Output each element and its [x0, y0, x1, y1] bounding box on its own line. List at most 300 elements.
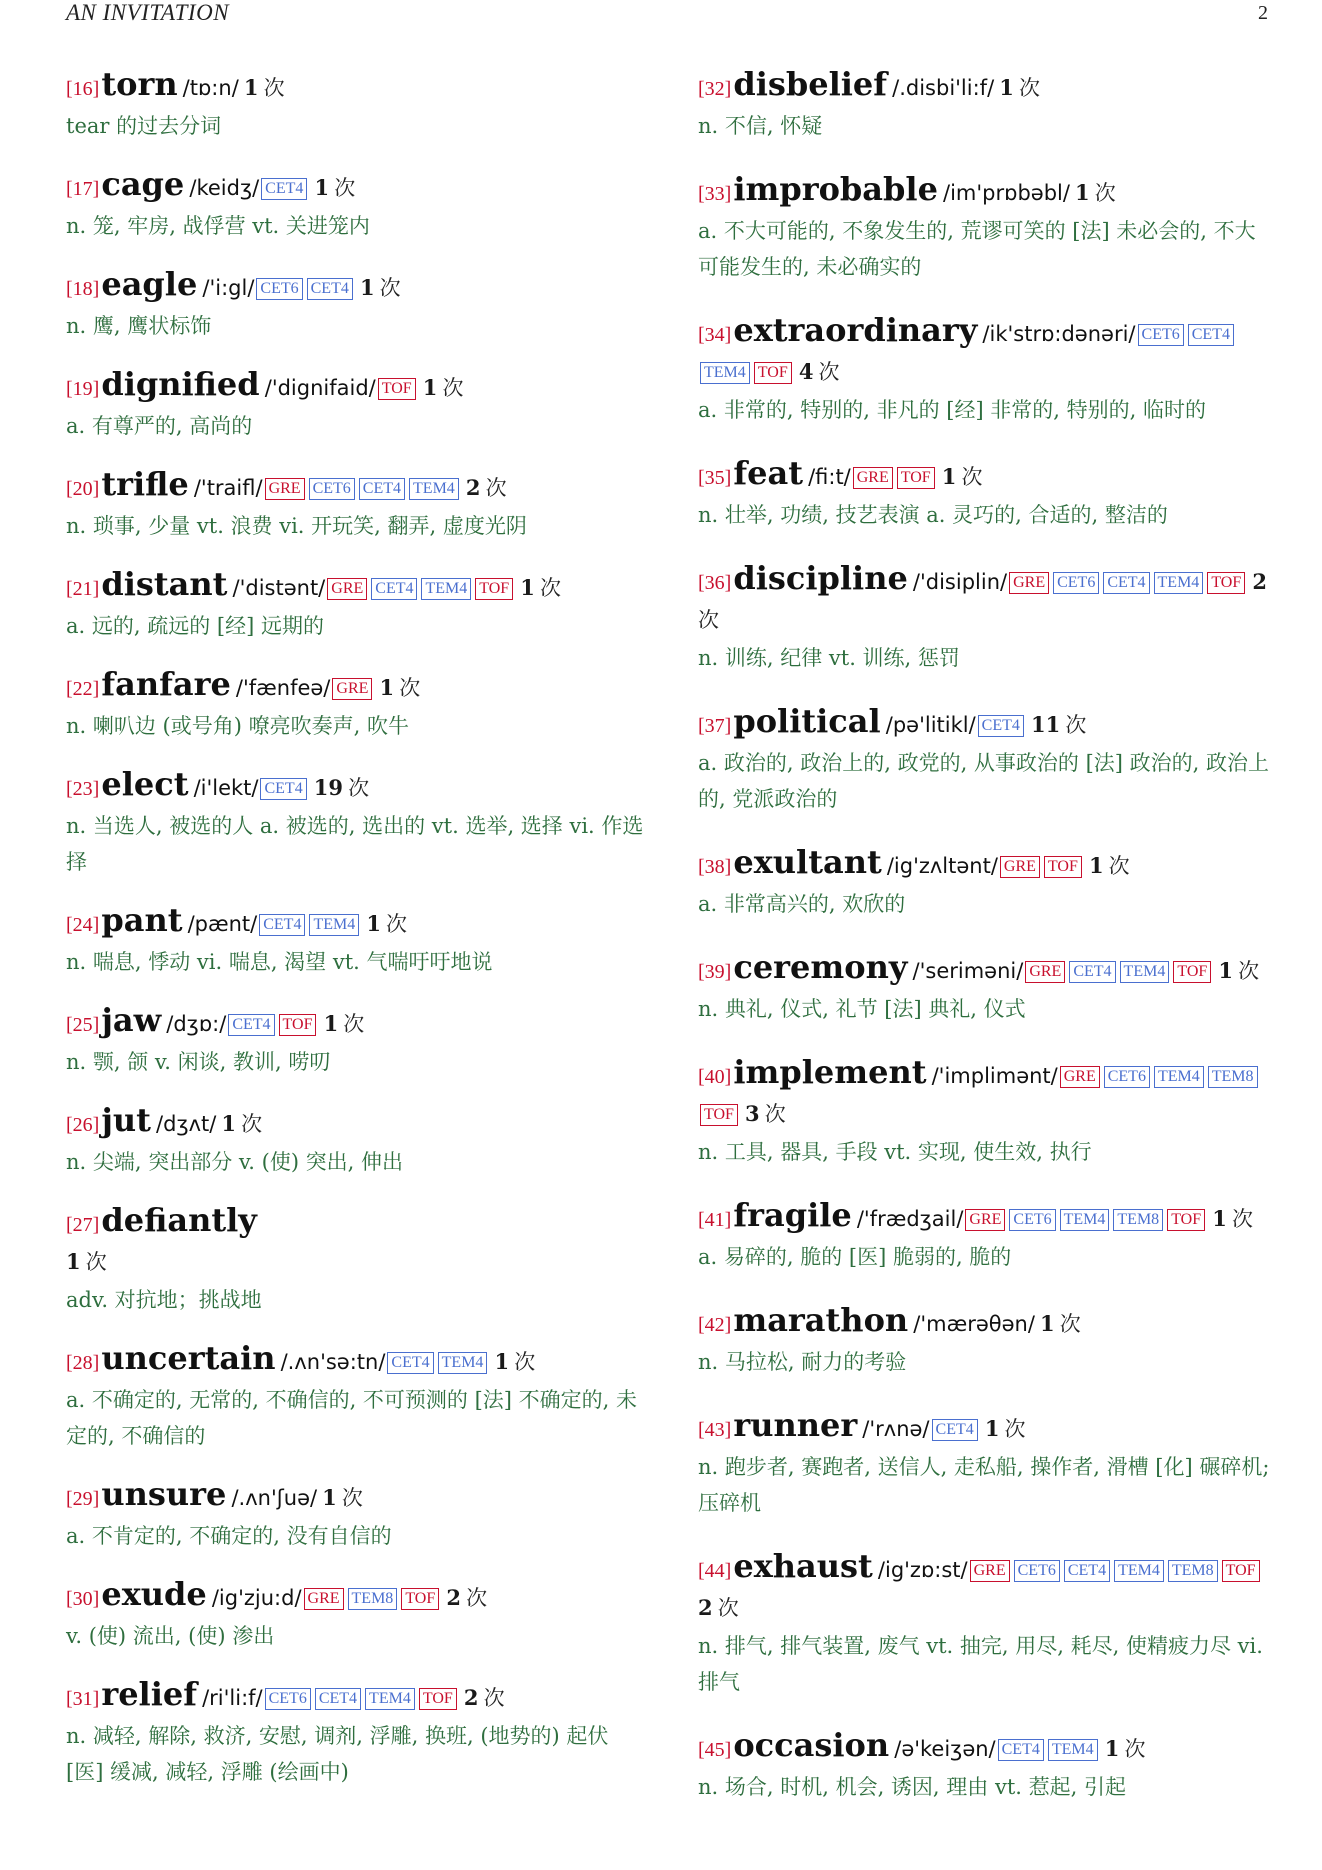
definition: n. 鹰, 鹰状标饰: [66, 314, 212, 338]
entry-number: [22]: [66, 678, 100, 700]
vocab-entry: [66, 66, 646, 144]
frequency: [994, 75, 1040, 100]
entry-headline: [698, 1197, 1272, 1239]
headword: political: [733, 702, 881, 740]
exam-tag: CET4: [228, 1014, 274, 1036]
frequency: [459, 1685, 505, 1710]
vocab-entry: [698, 1727, 1272, 1805]
phonetic: /im'prɒbəbl/: [943, 181, 1070, 205]
exam-tag: CET6: [1104, 1066, 1150, 1088]
entry-number: [17]: [66, 178, 100, 200]
entry-number: [40]: [698, 1066, 732, 1088]
frequency-count: 1: [323, 1011, 339, 1036]
vocab-entry: [698, 66, 1272, 144]
frequency: [980, 1416, 1026, 1441]
frequency-unit: 次: [514, 1350, 536, 1374]
frequency-unit: 次: [1231, 1207, 1253, 1231]
entry-headline: [698, 1548, 1272, 1628]
frequency: [1084, 853, 1130, 878]
phonetic: /'mærəθən/: [913, 1312, 1035, 1336]
definition: a. 易碎的, 脆的 [医] 脆弱的, 脆的: [698, 1245, 1012, 1269]
frequency-count: 1: [359, 275, 375, 300]
headword: occasion: [733, 1726, 890, 1764]
entry-headline: [698, 560, 1272, 640]
entry-headline: [66, 1676, 646, 1718]
exam-tag: CET4: [307, 278, 353, 300]
frequency-count: 1: [1104, 1736, 1120, 1761]
vocab-entry: [698, 455, 1272, 533]
exam-tag: CET4: [387, 1352, 433, 1374]
entry-number: [25]: [66, 1014, 100, 1036]
entry-headline: [66, 66, 646, 108]
definition: n. 训练, 纪律 vt. 训练, 惩罚: [698, 646, 960, 670]
exam-tag: TEM4: [409, 478, 459, 500]
definition: n. 场合, 时机, 机会, 诱因, 理由 vt. 惹起, 引起: [698, 1775, 1126, 1799]
frequency: [66, 1244, 646, 1282]
frequency: [317, 1485, 363, 1510]
definition: n. 当选人, 被选的人 a. 被选的, 选出的 vt. 选举, 选择 vi. 作选择: [66, 814, 644, 874]
frequency-unit: 次: [1018, 76, 1040, 100]
frequency-unit: 次: [341, 1486, 363, 1510]
definition: n. 尖端, 突出部分 v. (使) 突出, 伸出: [66, 1150, 404, 1174]
phonetic: /ig'zʌltənt/: [886, 854, 998, 878]
headword: implement: [733, 1053, 927, 1091]
frequency-unit: 次: [1124, 1737, 1146, 1761]
exam-tag: TOF: [897, 467, 935, 489]
exam-tag: TOF: [1222, 1560, 1260, 1582]
frequency-unit: 次: [1065, 713, 1087, 737]
exam-tag: CET4: [261, 178, 307, 200]
right-column: [698, 66, 1272, 1805]
entry-headline: [66, 566, 646, 608]
vocab-entry: [698, 312, 1272, 428]
entry-headline: [66, 1340, 646, 1382]
exam-tag: TOF: [754, 362, 792, 384]
definition: n. 喘息, 悸动 vi. 喘息, 渴望 vt. 气喘吁吁地说: [66, 950, 493, 974]
entry-headline: [66, 266, 646, 308]
exam-tag: GRE: [965, 1209, 1005, 1231]
vocab-entry: [66, 566, 646, 644]
vocab-entry: [66, 466, 646, 544]
frequency-unit: 次: [348, 776, 370, 800]
frequency: [489, 1349, 536, 1374]
exam-tag: TOF: [1044, 856, 1082, 878]
frequency: [1070, 180, 1116, 205]
headword: eagle: [101, 265, 198, 303]
frequency-count: 1: [243, 75, 259, 100]
exam-tag: TOF: [1167, 1209, 1205, 1231]
frequency: [794, 359, 840, 384]
entry-number: [36]: [698, 572, 732, 594]
definition: adv. 对抗地；挑战地: [66, 1288, 262, 1312]
frequency-count: 1: [1040, 1311, 1055, 1336]
exam-tag: TEM4: [1114, 1560, 1164, 1582]
definition: n. 跑步者, 赛跑者, 送信人, 走私船, 操作者, 滑槽 [化] 碾碎机; 压碎机: [698, 1455, 1270, 1515]
exam-tag: TOF: [700, 1104, 738, 1126]
headword: unsure: [101, 1475, 227, 1513]
frequency-unit: 次: [241, 1112, 263, 1136]
exam-tag: CET4: [315, 1688, 361, 1710]
definition: a. 不肯定的, 不确定的, 没有自信的: [66, 1524, 392, 1548]
exam-tag: TOF: [1173, 961, 1211, 983]
entry-headline: [66, 1576, 646, 1618]
frequency-unit: 次: [485, 476, 507, 500]
phonetic: /ig'zɒ:st/: [877, 1558, 968, 1582]
headword: uncertain: [101, 1339, 276, 1377]
entry-number: [38]: [698, 856, 732, 878]
phonetic: /ik'strɒ:dənəri/: [982, 322, 1136, 346]
frequency: [309, 775, 370, 800]
vocab-entry: [66, 166, 646, 244]
headword: defiantly: [101, 1201, 257, 1239]
exam-tag: TEM4: [309, 914, 359, 936]
exam-tag: TEM8: [348, 1588, 398, 1610]
exam-tag: TEM8: [1168, 1560, 1218, 1582]
entry-number: [26]: [66, 1114, 100, 1136]
definition: n. 壮举, 功绩, 技艺表演 a. 灵巧的, 合适的, 整洁的: [698, 503, 1168, 527]
entry-number: [28]: [66, 1352, 100, 1374]
phonetic: /'disiplin/: [912, 570, 1008, 594]
entry-number: [33]: [698, 183, 732, 205]
frequency-count: 2: [446, 1585, 461, 1610]
entry-number: [21]: [66, 578, 100, 600]
entry-headline: [698, 1302, 1272, 1344]
entry-headline: [698, 949, 1272, 991]
frequency: [1213, 958, 1260, 983]
frequency: [1207, 1206, 1253, 1231]
exam-tag: TOF: [419, 1688, 457, 1710]
vocab-entry: [66, 1202, 646, 1318]
frequency-unit: 次: [1094, 181, 1116, 205]
phonetic: /'distənt/: [232, 576, 326, 600]
exam-tag: CET4: [359, 478, 405, 500]
exam-tag: CET4: [260, 778, 306, 800]
headword: elect: [101, 765, 189, 803]
frequency: [515, 575, 562, 600]
frequency-count: 1: [66, 1249, 81, 1274]
vocab-entry: [66, 766, 646, 880]
frequency-unit: 次: [483, 1686, 505, 1710]
phonetic: /i'lekt/: [193, 776, 259, 800]
exam-tag: TEM8: [1113, 1209, 1163, 1231]
exam-tag: TEM8: [1208, 1066, 1258, 1088]
definition: n. 琐事, 少量 vt. 浪费 vi. 开玩笑, 翻弄, 虚度光阴: [66, 514, 527, 538]
frequency-unit: 次: [961, 465, 983, 489]
headword: ceremony: [733, 948, 908, 986]
vocab-entry: [698, 1407, 1272, 1521]
frequency: [374, 675, 421, 700]
definition: a. 政治的, 政治上的, 政党的, 从事政治的 [法] 政治的, 政治上的, 党派政治的: [698, 751, 1270, 811]
entry-headline: [698, 844, 1272, 886]
frequency-unit: 次: [717, 1596, 739, 1620]
exam-tag: GRE: [1000, 856, 1040, 878]
phonetic: /fi:t/: [808, 465, 851, 489]
entry-number: [20]: [66, 478, 100, 500]
vocab-entry: [698, 1054, 1272, 1170]
exam-tag: CET6: [256, 278, 302, 300]
entry-number: [42]: [698, 1314, 732, 1336]
frequency-count: 1: [1075, 180, 1090, 205]
entry-number: [27]: [66, 1214, 100, 1236]
headword: distant: [101, 565, 228, 603]
exam-tag: CET6: [1138, 324, 1184, 346]
frequency: [937, 464, 983, 489]
headword: dignified: [101, 365, 260, 403]
headword: discipline: [733, 559, 908, 597]
page-number: 2: [1258, 2, 1268, 24]
vocab-entry: [66, 1102, 646, 1180]
frequency-count: 1: [322, 1485, 337, 1510]
phonetic: /'i:gl/: [202, 276, 255, 300]
phonetic: /'implimənt/: [931, 1064, 1058, 1088]
frequency-unit: 次: [442, 376, 464, 400]
exam-tag: CET6: [1009, 1209, 1055, 1231]
vocab-entry: [698, 703, 1272, 817]
exam-tag: GRE: [265, 478, 305, 500]
frequency-count: 11: [1030, 712, 1061, 737]
headword: exhaust: [733, 1547, 873, 1585]
frequency-count: 1: [984, 1416, 1000, 1441]
entry-headline: [66, 366, 646, 408]
definition: a. 非常高兴的, 欢欣的: [698, 892, 906, 916]
frequency: [216, 1111, 263, 1136]
frequency-unit: 次: [263, 76, 285, 100]
frequency: [239, 75, 285, 100]
frequency-count: 1: [520, 575, 535, 600]
left-column: [66, 66, 646, 1790]
frequency-count: 1: [379, 675, 395, 700]
definition: n. 颚, 颌 v. 闲谈, 教训, 唠叨: [66, 1050, 331, 1074]
entry-number: [35]: [698, 467, 732, 489]
phonetic: /keidʒ/: [189, 176, 260, 200]
exam-tag: CET6: [309, 478, 355, 500]
phonetic: /'fænfeə/: [235, 676, 331, 700]
frequency: [740, 1101, 786, 1126]
frequency: [309, 175, 356, 200]
definition: n. 笼, 牢房, 战俘营 vt. 关进笼内: [66, 214, 370, 238]
entry-number: [39]: [698, 961, 732, 983]
phonetic: /'dignifaid/: [264, 376, 376, 400]
entry-headline: [698, 1727, 1272, 1769]
exam-tag: TOF: [475, 578, 513, 600]
frequency-unit: 次: [343, 1012, 365, 1036]
entry-headline: [698, 171, 1272, 213]
frequency-count: 1: [422, 375, 438, 400]
phonetic: /dʒɒ:/: [166, 1012, 227, 1036]
headword: exude: [101, 1575, 207, 1613]
exam-tag: CET4: [932, 1419, 978, 1441]
frequency-count: 1: [1088, 853, 1104, 878]
frequency: [461, 475, 507, 500]
entry-headline: [698, 455, 1272, 497]
vocab-entry: [698, 949, 1272, 1027]
exam-tag: GRE: [304, 1588, 344, 1610]
phonetic: /'rʌnə/: [862, 1417, 930, 1441]
exam-tag: TEM4: [700, 362, 750, 384]
entry-headline: [66, 1476, 646, 1518]
phonetic: /'traifl/: [193, 476, 263, 500]
vocab-entry: [66, 666, 646, 744]
definition: n. 马拉松, 耐力的考验: [698, 1350, 907, 1374]
headword: relief: [101, 1675, 197, 1713]
vocab-entry: [66, 1576, 646, 1654]
exam-tag: TOF: [378, 378, 416, 400]
phonetic: /ig'zju:d/: [211, 1586, 302, 1610]
headword: jut: [101, 1101, 151, 1139]
headword: runner: [733, 1406, 858, 1444]
exam-tag: TOF: [1207, 572, 1245, 594]
phonetic: /pænt/: [187, 912, 258, 936]
exam-tag: CET6: [1014, 1560, 1060, 1582]
frequency-count: 3: [745, 1101, 760, 1126]
frequency-unit: 次: [85, 1250, 107, 1274]
entry-headline: [66, 902, 646, 944]
headword: fragile: [733, 1196, 852, 1234]
entry-headline: [66, 1102, 646, 1144]
frequency-unit: 次: [698, 608, 719, 632]
exam-tag: GRE: [970, 1560, 1010, 1582]
headword: marathon: [733, 1301, 909, 1339]
definition: v. (使) 流出, (使) 渗出: [66, 1624, 275, 1648]
frequency-count: 1: [1218, 958, 1233, 983]
exam-tag: TEM4: [438, 1352, 488, 1374]
frequency-unit: 次: [334, 176, 356, 200]
headword: trifle: [101, 465, 189, 503]
frequency-count: 1: [366, 911, 381, 936]
phonetic: /'frædʒail/: [856, 1207, 964, 1231]
frequency: [1100, 1736, 1146, 1761]
definition: n. 喇叭边 (或号角) 嘹亮吹奏声, 吹牛: [66, 714, 409, 738]
vocab-entry: [698, 1548, 1272, 1700]
entry-headline: [698, 66, 1272, 108]
running-header: AN INVITATION: [66, 0, 230, 25]
entry-headline: [66, 666, 646, 708]
definition: a. 非常的, 特别的, 非凡的 [经] 非常的, 特别的, 临时的: [698, 398, 1207, 422]
exam-tag: TEM4: [1060, 1209, 1110, 1231]
exam-tag: GRE: [1025, 961, 1065, 983]
entry-headline: [66, 766, 646, 808]
entry-headline: [66, 1002, 646, 1044]
frequency-unit: 次: [1059, 1312, 1081, 1336]
frequency-unit: 次: [818, 360, 840, 384]
headword: feat: [733, 454, 803, 492]
entry-number: [16]: [66, 78, 100, 100]
frequency: [318, 1011, 365, 1036]
definition: n. 工具, 器具, 手段 vt. 实现, 使生效, 执行: [698, 1140, 1092, 1164]
entry-headline: [66, 466, 646, 508]
headword: pant: [101, 901, 183, 939]
entry-number: [31]: [66, 1688, 100, 1710]
exam-tag: CET4: [1103, 572, 1149, 594]
frequency-unit: 次: [399, 676, 421, 700]
frequency: [355, 275, 401, 300]
exam-tag: TEM4: [1048, 1739, 1098, 1761]
exam-tag: CET4: [371, 578, 417, 600]
frequency-count: 4: [798, 359, 814, 384]
entry-number: [41]: [698, 1209, 732, 1231]
phonetic: /'seriməni/: [912, 959, 1024, 983]
entry-number: [34]: [698, 324, 732, 346]
frequency: [441, 1585, 488, 1610]
vocab-entry: [66, 1476, 646, 1554]
frequency-count: 19: [313, 775, 344, 800]
entry-number: [30]: [66, 1588, 100, 1610]
headword: improbable: [733, 170, 938, 208]
exam-tag: GRE: [1009, 572, 1049, 594]
exam-tag: CET6: [1053, 572, 1099, 594]
vocab-entry: [698, 844, 1272, 922]
vocab-entry: [698, 1302, 1272, 1380]
frequency-unit: 次: [379, 276, 401, 300]
entry-headline: [698, 1054, 1272, 1134]
frequency-count: 1: [314, 175, 330, 200]
definition: n. 不信, 怀疑: [698, 114, 823, 138]
definition: n. 排气, 排气装置, 废气 vt. 抽完, 用尽, 耗尽, 使精疲力尽 vi. 排气: [698, 1634, 1263, 1694]
frequency-count: 1: [221, 1111, 237, 1136]
entry-number: [18]: [66, 278, 100, 300]
exam-tag: GRE: [853, 467, 893, 489]
exam-tag: TEM4: [1154, 572, 1204, 594]
entry-headline: [698, 312, 1272, 392]
frequency-unit: 次: [1238, 959, 1260, 983]
phonetic: /ri'li:f/: [202, 1686, 263, 1710]
frequency-unit: 次: [1108, 854, 1130, 878]
frequency-count: 2: [698, 1595, 713, 1620]
frequency-unit: 次: [466, 1586, 488, 1610]
vocab-entry: [66, 1002, 646, 1080]
frequency-count: 1: [1212, 1206, 1227, 1231]
definition: n. 减轻, 解除, 救济, 安慰, 调剂, 浮雕, 换班, (地势的) 起伏 [医] 缓减, 减轻, 浮雕 (绘画中): [66, 1724, 609, 1784]
vocab-entry: [66, 366, 646, 444]
entry-number: [44]: [698, 1560, 732, 1582]
frequency-count: 1: [999, 75, 1014, 100]
frequency-count: 1: [494, 1349, 510, 1374]
headword: extraordinary: [733, 311, 978, 349]
frequency: [1035, 1311, 1081, 1336]
phonetic: /ə'keiʒən/: [894, 1737, 996, 1761]
frequency: [1026, 712, 1087, 737]
vocab-entry: [66, 1676, 646, 1790]
entry-headline: [698, 1407, 1272, 1449]
phonetic: /.ʌn'sə:tn/: [280, 1350, 386, 1374]
entry-number: [19]: [66, 378, 100, 400]
exam-tag: CET4: [1188, 324, 1234, 346]
frequency-count: 2: [465, 475, 481, 500]
headword: cage: [101, 165, 185, 203]
exam-tag: CET4: [998, 1739, 1044, 1761]
definition: a. 不确定的, 无常的, 不确信的, 不可预测的 [法] 不确定的, 未定的, 不确信的: [66, 1388, 638, 1448]
exam-tag: CET4: [1069, 961, 1115, 983]
entry-number: [43]: [698, 1419, 732, 1441]
exam-tag: TEM4: [1120, 961, 1170, 983]
vocab-entry: [698, 171, 1272, 285]
definition: a. 远的, 疏远的 [经] 远期的: [66, 614, 324, 638]
entry-number: [24]: [66, 914, 100, 936]
frequency-unit: 次: [1004, 1417, 1026, 1441]
entry-number: [32]: [698, 78, 732, 100]
frequency: [361, 911, 408, 936]
vocab-entry: [66, 266, 646, 344]
phonetic: /tɒ:n/: [182, 76, 239, 100]
entry-number: [29]: [66, 1488, 100, 1510]
entry-headline: [66, 1202, 646, 1282]
headword: torn: [101, 65, 178, 103]
exam-tag: TEM4: [1154, 1066, 1204, 1088]
definition: a. 有尊严的, 高尚的: [66, 414, 253, 438]
exam-tag: TOF: [401, 1588, 439, 1610]
exam-tag: TEM4: [365, 1688, 415, 1710]
frequency-count: 2: [463, 1685, 479, 1710]
